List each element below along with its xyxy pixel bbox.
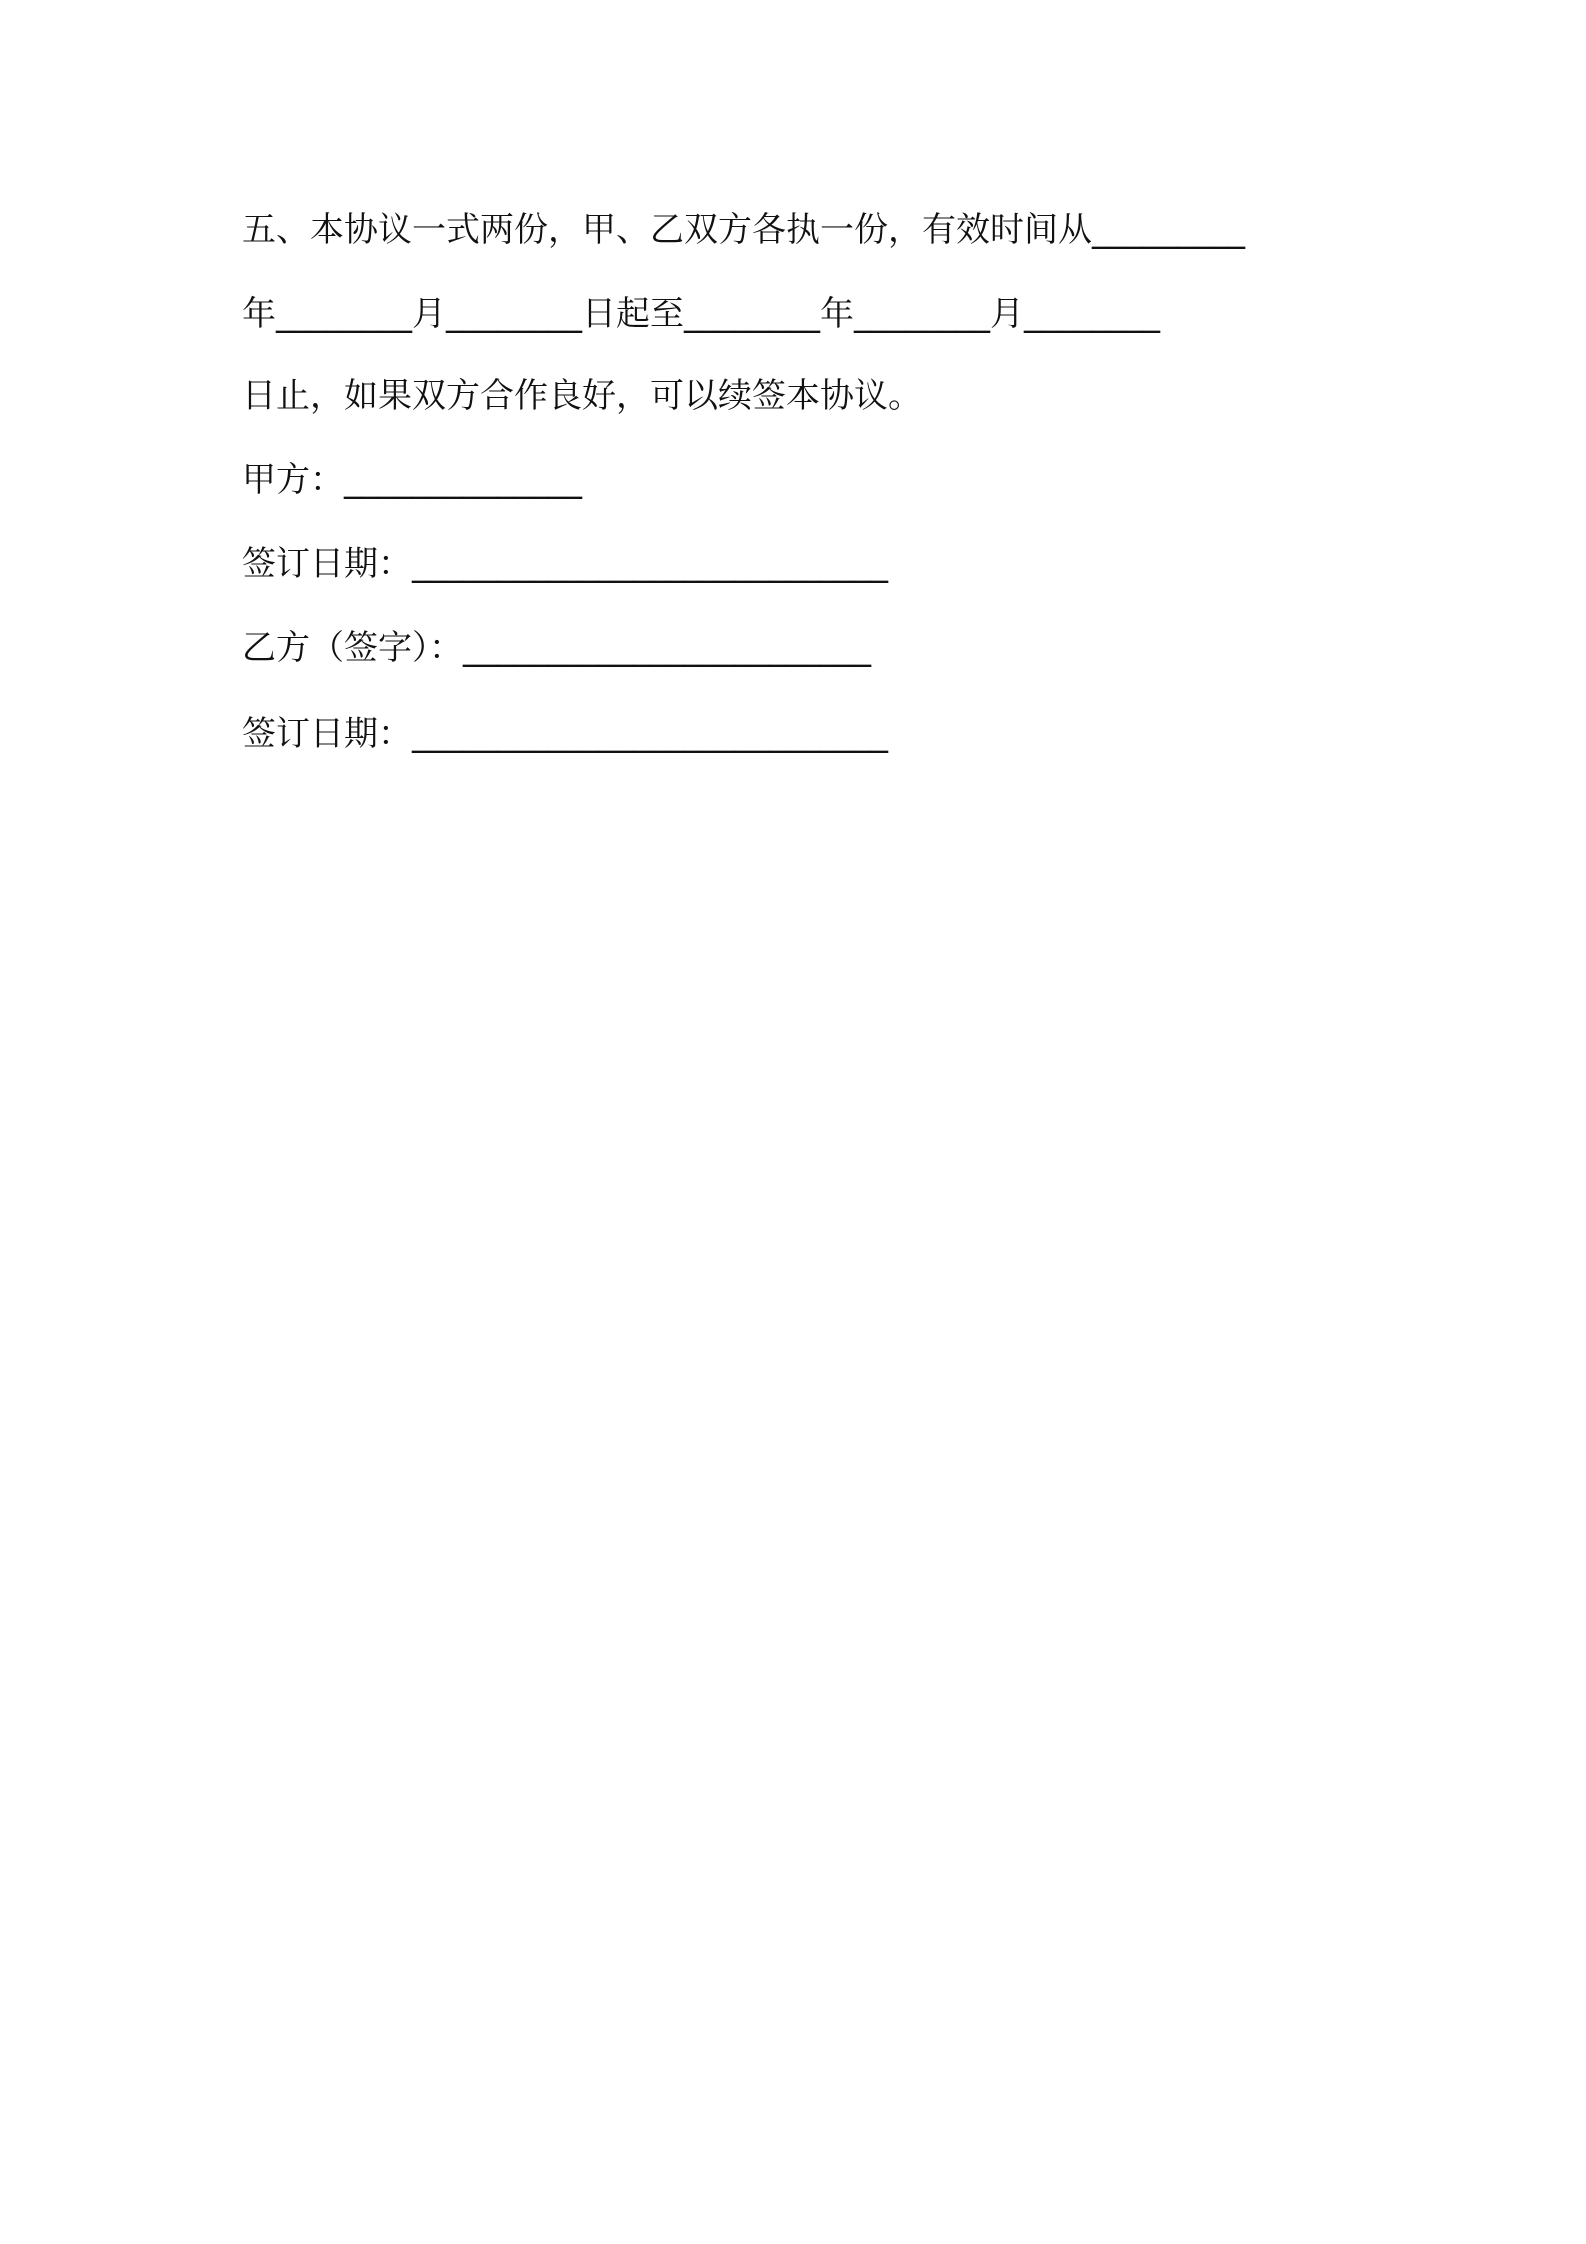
- clause-five-line-2: 年________月________日起至________年________月________: [242, 294, 1160, 334]
- party-b-signature-line: 乙方（签字）：________________________: [242, 628, 871, 668]
- clause-five-line-3: 日止，如果双方合作良好，可以续签本协议。: [242, 376, 922, 416]
- party-b-sign-date-line: 签订日期：____________________________: [242, 714, 888, 754]
- clause-five-line-1: 五、本协议一式两份，甲、乙双方各执一份，有效时间从_________: [242, 210, 1245, 250]
- party-a-sign-date-line: 签订日期：____________________________: [242, 544, 888, 584]
- party-a-signature-line: 甲方：______________: [242, 460, 582, 500]
